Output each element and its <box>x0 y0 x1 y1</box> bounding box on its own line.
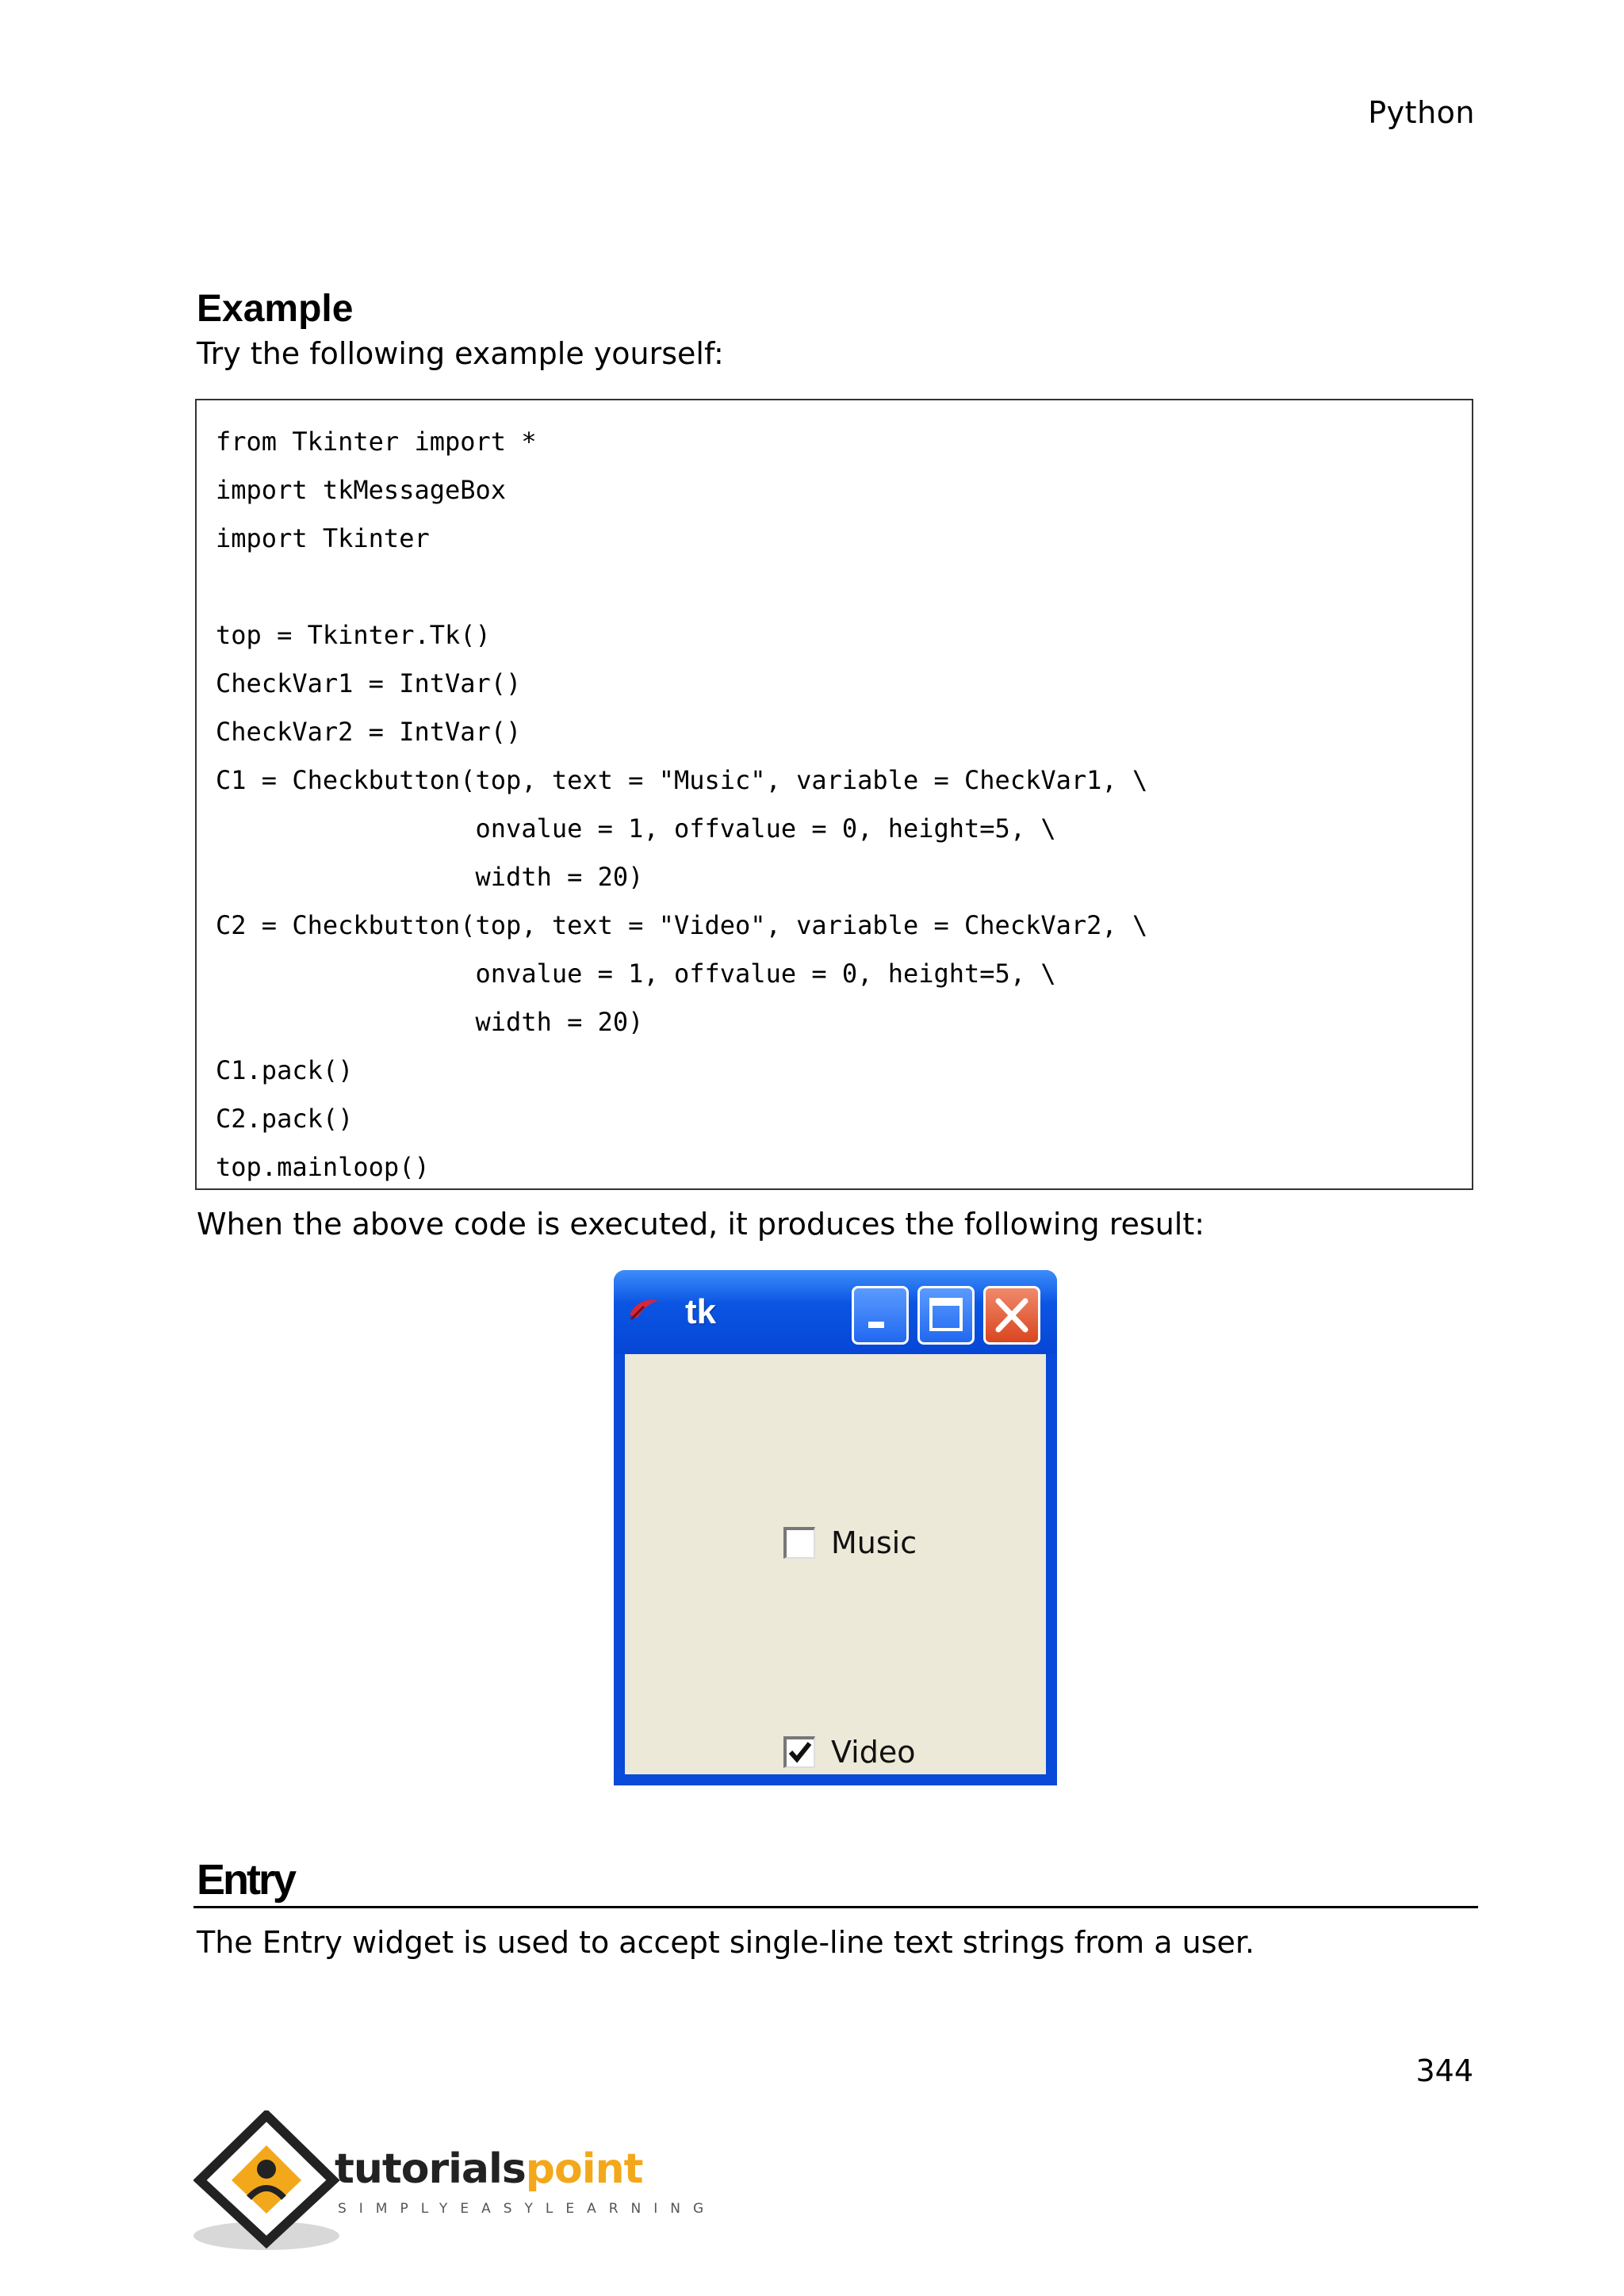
logo-wordmark <box>335 2145 642 2193</box>
running-header: Python <box>1368 95 1475 130</box>
entry-heading: Entry <box>197 1856 295 1904</box>
tk-window-title: tk <box>685 1292 717 1331</box>
logo-diamond-icon <box>193 2110 352 2253</box>
maximize-button[interactable] <box>917 1286 975 1345</box>
code-line: import Tkinter <box>216 523 430 553</box>
checkbutton-label: Music <box>831 1525 917 1560</box>
code-line: CheckVar2 = IntVar() <box>216 717 522 747</box>
checkbutton-label: Video <box>831 1735 916 1770</box>
minimize-button[interactable] <box>852 1286 909 1345</box>
example-intro: Try the following example yourself: <box>197 336 724 371</box>
code-line: from Tkinter import * <box>216 427 537 457</box>
heading-divider <box>193 1906 1478 1908</box>
code-line <box>216 563 1453 611</box>
tk-window-screenshot <box>614 1270 1057 1785</box>
maximize-icon <box>920 1288 972 1342</box>
checkbox-unchecked[interactable] <box>783 1527 815 1559</box>
page-number: 344 <box>1415 2053 1473 2088</box>
code-line: top = Tkinter.Tk() <box>216 620 491 650</box>
tk-titlebar <box>614 1270 1057 1354</box>
code-line: C1 = Checkbutton(top, text = "Music", variable = CheckVar1, \ <box>216 765 1148 795</box>
code-block <box>195 399 1473 1190</box>
code-line: top.mainloop() <box>216 1152 430 1182</box>
code-line: C2.pack() <box>216 1104 354 1134</box>
code-line: width = 20) <box>216 862 644 892</box>
entry-description: The Entry widget is used to accept single-line text strings from a user. <box>197 1925 1255 1960</box>
checkbox-checked[interactable] <box>783 1736 815 1768</box>
logo-word-tutorials: tutorials <box>335 2145 526 2193</box>
code-line: C1.pack() <box>216 1055 354 1085</box>
code-line: width = 20) <box>216 1007 644 1037</box>
logo-tagline: SIMPLYEASYLEARNING <box>338 2201 717 2217</box>
logo-word-point: point <box>525 2145 643 2193</box>
code-line: C2 = Checkbutton(top, text = "Video", variable = CheckVar2, \ <box>216 910 1148 940</box>
code-line: import tkMessageBox <box>216 475 507 505</box>
tutorialspoint-logo <box>193 2110 717 2253</box>
minimize-icon <box>854 1288 906 1342</box>
code-line: CheckVar1 = IntVar() <box>216 668 522 698</box>
close-icon <box>986 1288 1038 1342</box>
code-line: onvalue = 1, offvalue = 0, height=5, \ <box>216 813 1056 844</box>
checkmark-icon <box>787 1739 814 1766</box>
code-line: onvalue = 1, offvalue = 0, height=5, \ <box>216 959 1056 989</box>
tk-client-area <box>625 1354 1046 1774</box>
example-heading: Example <box>197 288 354 330</box>
close-button[interactable] <box>983 1286 1040 1345</box>
result-text: When the above code is executed, it produces the following result: <box>197 1207 1205 1242</box>
tk-feather-icon <box>628 1297 660 1322</box>
